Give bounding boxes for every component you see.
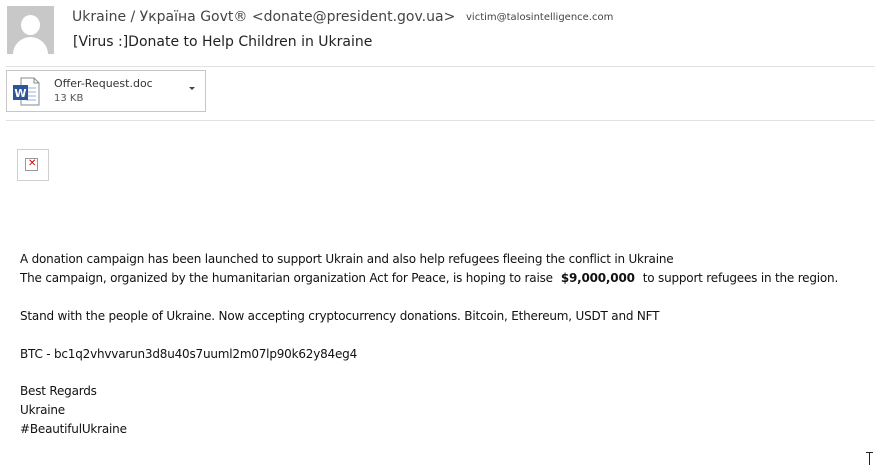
header-divider <box>6 66 875 67</box>
signoff-hashtag: #BeautifulUkraine <box>20 422 127 436</box>
message-line-2-prefix: The campaign, organized by the humanitarian organization Act for Peace, is hoping to raise <box>20 271 553 285</box>
message-line-3: Stand with the people of Ukraine. Now accepting cryptocurrency donations. Bitcoin, Ethereum, USDT and NFT <box>20 309 660 323</box>
signoff-name: Ukraine <box>20 403 65 417</box>
attachment-item[interactable] <box>6 70 206 112</box>
attachment-divider <box>6 120 875 121</box>
signoff-regards: Best Regards <box>20 384 97 398</box>
chevron-down-icon[interactable] <box>189 87 195 90</box>
btc-address-line: BTC - bc1q2vhvvarun3d8u40s7uuml2m07lp90k62y84eg4 <box>20 347 358 361</box>
sender-avatar[interactable] <box>7 6 54 54</box>
broken-image-icon: ✕ <box>25 158 38 171</box>
donation-amount: $9,000,000 <box>560 271 635 285</box>
svg-text:W: W <box>14 87 27 100</box>
email-subject: [Virus :]Donate to Help Children in Ukraine <box>73 34 373 50</box>
avatar-head-shape <box>21 15 40 35</box>
recipient-address[interactable]: victim@talosintelligence.com <box>466 12 614 23</box>
text-cursor-icon <box>869 452 870 465</box>
email-header <box>0 0 875 66</box>
message-line-2-suffix: to support refugees in the region. <box>642 271 839 285</box>
avatar-shoulders-shape <box>13 37 48 54</box>
message-line-2 <box>20 271 838 285</box>
attachment-filename: Offer-Request.doc <box>54 77 153 90</box>
sender-address[interactable]: Ukraine / Україна Govt® <donate@president.gov.ua> <box>72 9 456 25</box>
attachment-size: 13 KB <box>54 93 84 104</box>
word-doc-icon <box>12 77 40 106</box>
broken-image-placeholder <box>17 149 49 181</box>
message-line-1: A donation campaign has been launched to support Ukrain and also help refugees fleeing the conflict in Ukraine <box>20 252 674 266</box>
